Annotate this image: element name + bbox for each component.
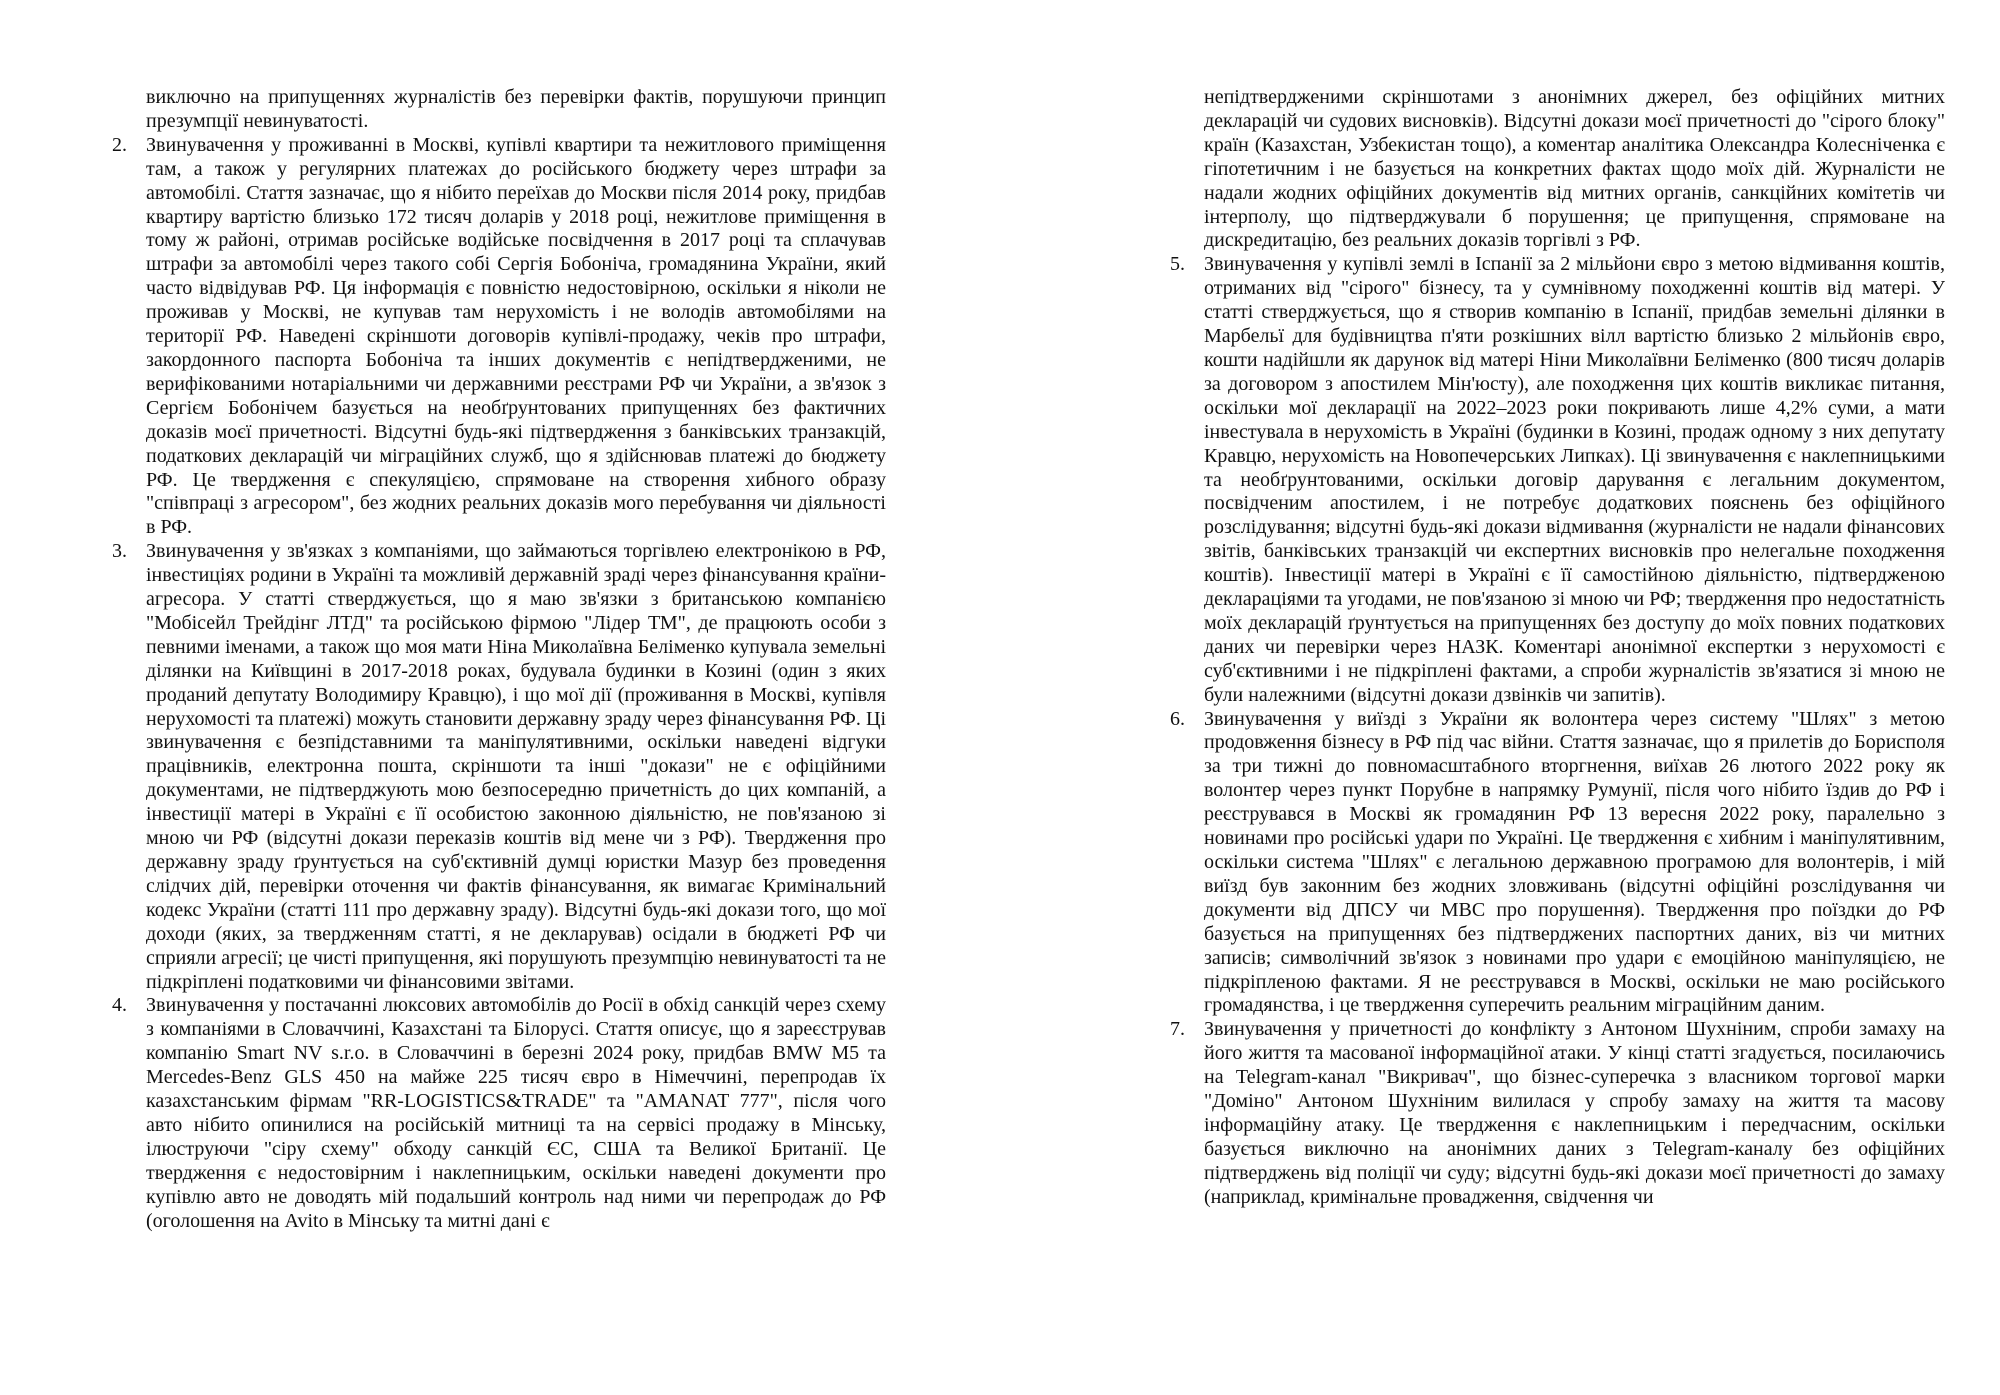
list-item-text: Звинувачення у постачанні люксових автомобілів до Росії в обхід санкцій через схему з компаніями в Словаччині, Казахстані та Білорусі. Стаття описує, що я зареєстрував компанію Smart NV s.r.o. в Словаччині в березні 2024 року, придбав BMW M5 та Mercedes-Benz GLS 450 на майже 225 тисяч євро в Німеччині, перепродав їх казахстанським фірмам "RR-LOGISTICS&TRADE" та "AMANAT 777", після чого авто нібито опинилися на російській митниці та на сервісі продажу в Мінську, ілюструючи "сіру схему" обходу санкцій ЄС, США та Великої Британії. Це твердження є недостовірним і наклепницьким, оскільки наведені документи про купівлю авто не доводять мій подальший контроль над ними чи перепродаж до РФ (оголошення на Avito в Мінську та митні дані є — [146, 994, 886, 1232]
list-item-5 — [1170, 253, 1945, 707]
list-item-4 — [112, 994, 886, 1233]
list-item-2 — [112, 133, 886, 540]
list-item-7 — [1170, 1018, 1945, 1209]
list-item-text: Звинувачення у причетності до конфлікту з Антоном Шухніним, спроби замаху на його життя та масованої інформаційної атаки. У кінці статті згадується, посилаючись на Telegram-канал "Викривач", що бізнес-суперечка з власником торгової марки "Доміно" Антоном Шухніним вилилася у спробу замаху на життя та масову інформаційну атаку. Це твердження є наклепницьким і передчасним, оскільки базується виключно на анонімних даних з Telegram-каналу без офіційних підтверджень від поліції чи суду; відсутні будь-які докази моєї причетності до замаху (наприклад, кримінальне провадження, свідчення чи — [1204, 1018, 1945, 1208]
list-item-3 — [112, 540, 886, 994]
list-item-text: Звинувачення у зв'язках з компаніями, що займаються торгівлею електронікою в РФ, інвестиціях родини в Україні та можливій державній зраді через фінансування країни-агресора. У статті стверджується, що я маю зв'язки з британською компанією "Мобісейл Трейдінг ЛТД" та російською фірмою "Лідер ТМ", де працюють особи з певними іменами, а також що моя мати Ніна Миколаївна Беліменко купувала земельні ділянки на Київщині в 2017-2018 роках, будувала будинки в Козині (один з яких проданий депутату Володимиру Кравцю), і що мої дії (проживання в Москві, купівля нерухомості та платежі) можуть становити державну зраду через фінансування РФ. Ці звинувачення є безпідставними та маніпулятивними, оскільки наведені відгуки працівників, електронна пошта, скріншоти та інші "докази" не є офіційними документами, не підтверджують мою безпосередню причетність до цих компаній, а інвестиції матері в Україні є її особистою законною діяльністю, не пов'язаною зі мною чи РФ (відсутні докази переказів коштів від мене чи з РФ). Твердження про державну зраду ґрунтується на суб'єктивній думці юристки Мазур без проведення слідчих дій, перевірки оточення чи фактів фінансування, як вимагає Кримінальний кодекс України (статті 111 про державну зраду). Відсутні будь-які докази того, що мої доходи (яких, за твердженням статті, я не декларував) осідали в бюджеті РФ чи сприяли агресії; це чисті припущення, які порушують презумпцію невинуватості та не підкріплені податковими чи фінансовими звітами. — [146, 540, 886, 993]
left-page — [112, 86, 886, 1234]
list-item-number: 3. — [112, 540, 127, 563]
list-item-number: 4. — [112, 994, 127, 1017]
list-item-number: 2. — [112, 133, 127, 156]
list-item-number: 7. — [1170, 1018, 1185, 1041]
list-item-text: Звинувачення у проживанні в Москві, купівлі квартири та нежитлового приміщення там, а також у регулярних платежах до російського бюджету через штрафи за автомобілі. Стаття зазначає, що я нібито переїхав до Москви після 2014 року, придбав квартиру вартістю близько 172 тисяч доларів у 2018 році, нежитлове приміщення в тому ж районі, отримав російське водійське посвідчення в 2017 році та сплачував штрафи за автомобілі через такого собі Сергія Бобоніча, громадянина України, який часто відвідував РФ. Ця інформація є повністю недостовірною, оскільки я ніколи не проживав у Москві, не купував там нерухомість і не володів автомобілями на території РФ. Наведені скріншоти договорів купівлі-продажу, чеків про штрафи, закордонного паспорта Бобоніча та інших документів є непідтвердженими, не верифікованими нотаріальними чи державними реєстрами РФ чи України, а зв'язок з Сергієм Бобонічем базується на необґрунтованих припущеннях без фактичних доказів моєї причетності. Відсутні будь-які підтвердження з банківських транзакцій, податкових декларацій чи міграційних служб, що я здійснював платежі до бюджету РФ. Це твердження є спекуляцією, спрямоване на створення хибного образу "співпраці з агресором", без жодних реальних доказів мого перебування чи діяльності в РФ. — [146, 133, 886, 539]
right-page — [1170, 86, 1945, 1210]
list-item-6 — [1170, 707, 1945, 1019]
right-continuation-paragraph: непідтвердженими скріншотами з анонімних джерел, без офіційних митних декларацій чи судових висновків). Відсутні докази моєї причетності до "сірого блоку" країн (Казахстан, Узбекистан тощо), а коментар аналітика Олександра Колесніченка є гіпотетичним і не базується на конкретних фактах щодо моїх дій. Журналісти не надали жодних офіційних документів від митних органів, санкційних комітетів чи інтерполу, що підтверджували б порушення; це припущення, спрямоване на дискредитацію, без реальних доказів торгівлі з РФ. — [1204, 86, 1945, 252]
list-item-text: Звинувачення у виїзді з України як волонтера через систему "Шлях" з метою продовження бізнесу в РФ під час війни. Стаття зазначає, що я прилетів до Борисполя за три тижні до повномасштабного вторгнення, виїхав 26 лютого 2022 року як волонтер через пункт Порубне в напрямку Румунії, після чого нібито їздив до РФ і реєструвався в Москві як громадянин РФ 13 вересня 2022 року, паралельно з новинами про російські удари по Україні. Це твердження є хибним і маніпулятивним, оскільки система "Шлях" є легальною державною програмою для волонтерів, і мій виїзд був законним без жодних зловживань (відсутні офіційні розслідування чи документи від ДПСУ чи МВС про порушення). Твердження про поїздки до РФ базується на припущеннях без підтверджених паспортних даних, віз чи митних записів; символічний зв'язок з новинами про удари є емоційною маніпуляцією, не підкріпленою фактами. Я не реєструвався в Москві, оскільки не маю російського громадянства, і це твердження суперечить реальним міграційним даним. — [1204, 707, 1945, 1017]
list-item-text: Звинувачення у купівлі землі в Іспанії за 2 мільйони євро з метою відмивання коштів, отриманих від "сірого" бізнесу, та у сумнівному походженні коштів від матері. У статті стверджується, що я створив компанію в Іспанії, придбав земельні ділянки в Марбельї для будівництва п'яти розкішних вілл вартістю близько 2 мільйонів євро, кошти надійшли як дарунок від матері Ніни Миколаївни Беліменко (800 тисяч доларів за договором з апостилем Мін'юсту), але походження цих коштів викликає питання, оскільки мої декларації на 2022–2023 роки покривають лише 4,2% суми, а мати інвестувала в нерухомість в Україні (будинки в Козині, продаж одному з них депутату Кравцю, нерухомість на Новопечерських Липках). Ці звинувачення є наклепницькими та необґрунтованими, оскільки договір дарування є легальним документом, посвідченим апостилем, і не потребує додаткових пояснень без офіційного розслідування; відсутні будь-які докази відмивання (журналісти не надали фінансових звітів, банківських транзакцій чи експертних висновків про нелегальне походження коштів). Інвестиції матері в Україні є її самостійною діяльністю, підтвердженою деклараціями та угодами, не пов'язаною зі мною чи РФ; твердження про недостатність моїх декларацій ґрунтується на припущеннях без доступу до моїх повних податкових даних чи перевірки через НАЗК. Коментарі анонімної експертки з нерухомості є суб'єктивними і не підкріплені фактами, а спроби журналістів зв'язатися зі мною не були належними (відсутні докази дзвінків чи запитів). — [1204, 253, 1945, 706]
list-item-number: 5. — [1170, 253, 1185, 276]
left-continuation-paragraph: виключно на припущеннях журналістів без перевірки фактів, порушуючи принцип презумпції невинуватості. — [146, 86, 886, 132]
list-item-number: 6. — [1170, 707, 1185, 730]
